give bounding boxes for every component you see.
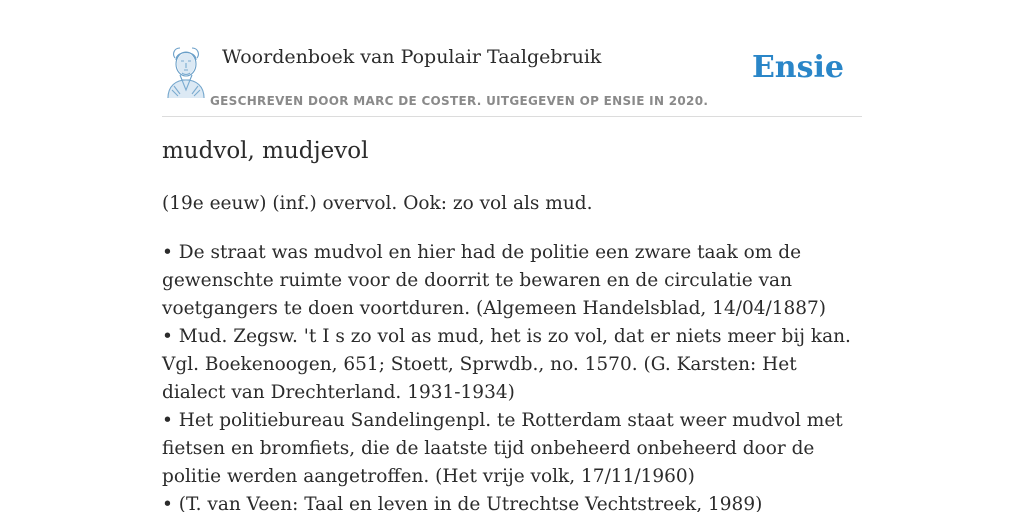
entry-term: mudvol, mudjevol — [162, 138, 369, 164]
header — [162, 40, 862, 117]
quote-item: • Mud. Zegsw. 't I s zo vol as mud, het is zo vol, dat er niets meer bij kan. Vgl. Boekenoogen, 651; Stoett, Sprwdb., no. 1570. (G. Karsten: Het dialect van Drechterland. 1931-1934) — [162, 326, 851, 403]
byline: GESCHREVEN DOOR MARC DE COSTER. UITGEGEVEN OP ENSIE IN 2020. — [210, 94, 709, 108]
quote-item: • Het politiebureau Sandelingenpl. te Rotterdam staat weer mudvol met fietsen en bromfiets, die de laatste tijd onbeheerd onbeheerd door de politie werden aangetroffen. (Het vrije volk, 17/11/1960) — [162, 410, 843, 487]
quote-item: • De straat was mudvol en hier had de politie een zware taak om de gewenschte ruimte voor de doorrit te bewaren en de circulatie van voetgangers te doen voortduren. (Algemeen Handelsblad, 14/04/1887) — [162, 242, 827, 319]
ensie-logo[interactable]: Ensie — [751, 50, 844, 85]
book-title[interactable]: Woordenboek van Populair Taalgebruik — [222, 46, 602, 68]
entry-definition: (19e eeuw) (inf.) overvol. Ook: zo vol als mud. — [162, 193, 593, 214]
quotes-list — [162, 239, 862, 512]
quote-item: • (T. van Veen: Taal en leven in de Utrechtse Vechtstreek, 1989) — [162, 494, 763, 512]
author-portrait-icon — [162, 44, 210, 98]
